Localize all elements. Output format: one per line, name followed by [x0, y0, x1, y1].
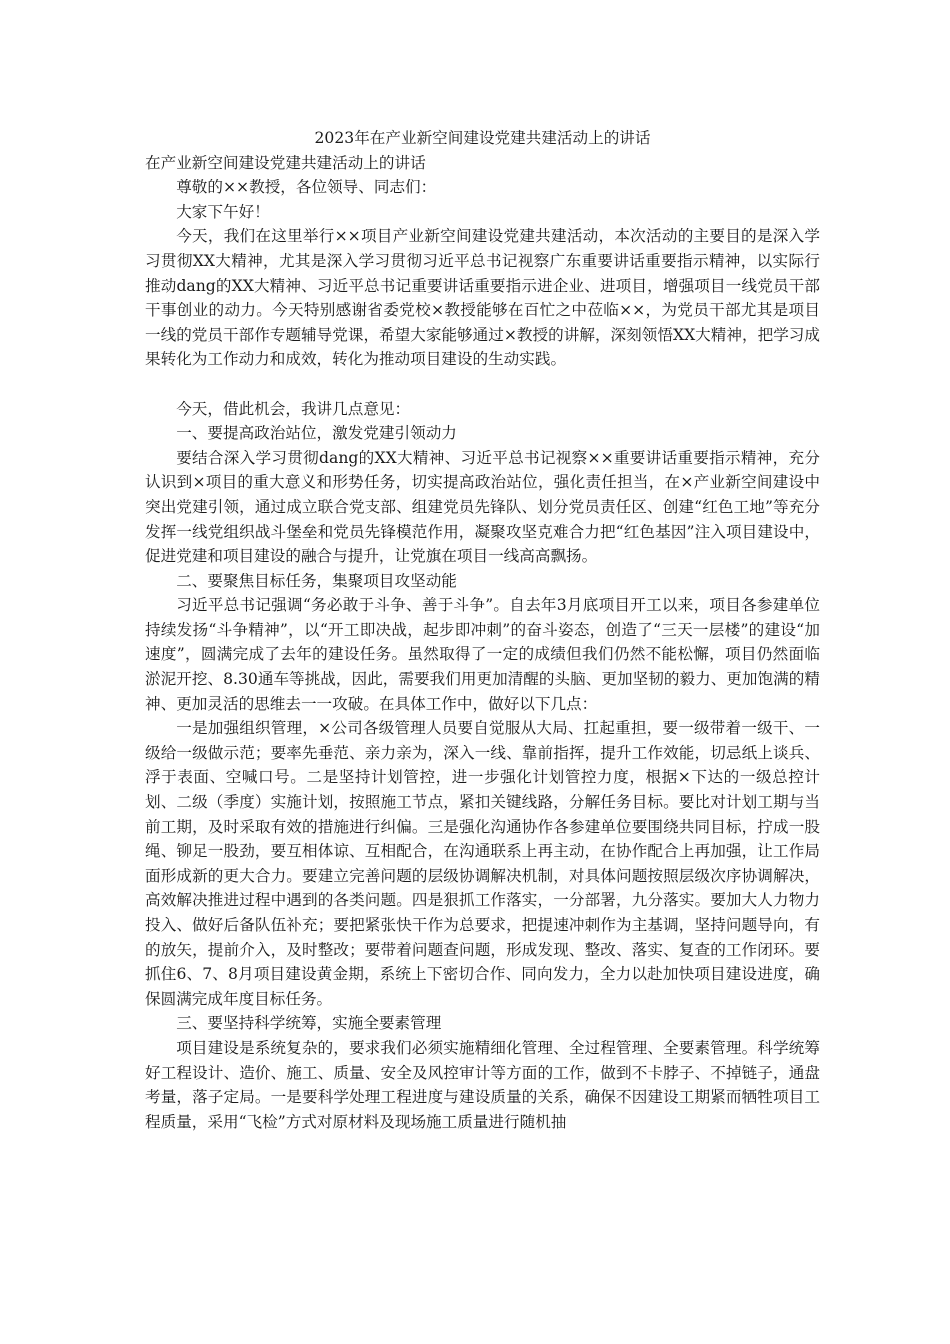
section1-heading: 一、要提高政治站位，激发党建引领动力 [176, 424, 457, 443]
section1-body: 要结合深入学习贯彻dang的XX大精神、习近平总书记视察××重要讲话重要指示精神，充分认识到×项目的重大意义和形势任务，切实提高政治站位，强化责任担当，在×产业新空间建设中突出党建引领，通过成立联合党支部、组建党员先锋队、划分党员责任区、创建“红色工地”等充分发挥一线党组织战斗堡垒和党员先锋模范作用，凝聚攻坚克难合力把“红色基因”注入项目建设中，促进党建和项目建设的融合与提升，让党旗在项目一线高高飘扬。 [145, 448, 820, 566]
section2-body-paragraph: 习近平总书记强调“务必敢于斗争、善于斗争”。自去年3月底项目开工以来，项目各参建单位持续发扬“斗争精神”，以“开工即决战，起步即冲刺”的奋斗姿态，创造了“三天一层楼”的建设“加速度”，圆满完成了去年的建设任务。虽然取得了一定的成绩但我们仍然不能松懈，项目仍然面临淤泥开挖、8.30通车等挑战，因此，需要我们用更加清醒的头脑、更加坚韧的毅力、更加饱满的精神、更加灵活的思维去一一攻破。在具体工作中，做好以下几点： [145, 596, 820, 713]
intro-paragraph: 今天，我们在这里举行××项目产业新空间建设党建共建活动，本次活动的主要目的是深入学习贯彻XX大精神，尤其是深入学习贯彻习近平总书记视察广东重要讲话重要指示精神，以实际行推动dang的XX大精神、习近平总书记重要讲话重要指示进企业、进项目，增强项目一线党员干部干事创业的动力。今天特别感谢省委党校×教授能够在百忙之中莅临××，为党员干部尤其是项目一线的党员干部作专题辅导党课，希望大家能够通过×教授的讲解，深刻领悟XX大精神，把学习成果转化为工作动力和成效，转化为推动项目建设的生动实践。 [145, 227, 820, 369]
section2-heading: 二、要聚焦目标任务，集聚项目攻坚动能 [176, 571, 457, 590]
document-title: 2023年在产业新空间建设党建共建活动上的讲话 [314, 129, 651, 147]
paragraph-spacer [145, 372, 820, 397]
section3-heading: 三、要坚持科学统筹，实施全要素管理 [176, 1014, 442, 1033]
document-subtitle: 在产业新空间建设党建共建活动上的讲话 [145, 153, 426, 172]
section3-body: 项目建设是系统复杂的，要求我们必须实施精细化管理、全过程管理、全要素管理。科学统筹好工程设计、造价、施工、质量、安全及风控审计等方面的工作，做到不卡脖子、不掉链子，通盘考量，落子定局。一是要科学处理工程进度与建设质量的关系，确保不因建设工期紧而牺牲项目工程质量，采用“飞检”方式对原材料及现场施工质量进行随机抽 [145, 1038, 820, 1131]
section2-tasks-paragraph: 一是加强组织管理，×公司各级管理人员要自觉服从大局、扛起重担，要一级带着一级干、一级给一级做示范；要率先垂范、亲力亲为，深入一线、靠前指挥，提升工作效能，切忌纸上谈兵、浮于表面、空喊口号。二是坚持计划管控，进一步强化计划管控力度，根据×下达的一级总控计划、二级（季度）实施计划，按照施工节点，紧扣关键线路，分解任务目标。要比对计划工期与当前工期，及时采取有效的措施进行纠偏。三是强化沟通协作各参建单位要围绕共同目标，拧成一股绳、铆足一股劲，要互相体谅、互相配合，在沟通联系上再主动，在协作配合上再加强，让工作局面形成新的更大合力。要建立完善问题的层级协调解决机制，对具体问题按照层级次序协调解决，高效解决推进过程中遇到的各类问题。四是狠抓工作落实，一分部署，九分落实。要加大人力物力投入、做好后备队伍补充；要把紧张快干作为总要求，把提速冲刺作为主基调，坚持问题导向，有的放矢，提前介入，及时整改；要带着问题查问题，形成发现、整改、落实、复查的工作闭环。要抓住6、7、8月项目建设黄金期，系统上下密切合作、同向发力，全力以赴加快项目建设进度，确保圆满完成年度目标任务。 [145, 719, 820, 1008]
salutation-paragraph: 尊敬的××教授，各位领导、同志们： [176, 178, 437, 197]
greeting-paragraph: 大家下午好！ [176, 202, 270, 221]
document-page [145, 126, 820, 1134]
opinions-intro-paragraph: 今天，借此机会，我讲几点意见： [176, 399, 411, 418]
